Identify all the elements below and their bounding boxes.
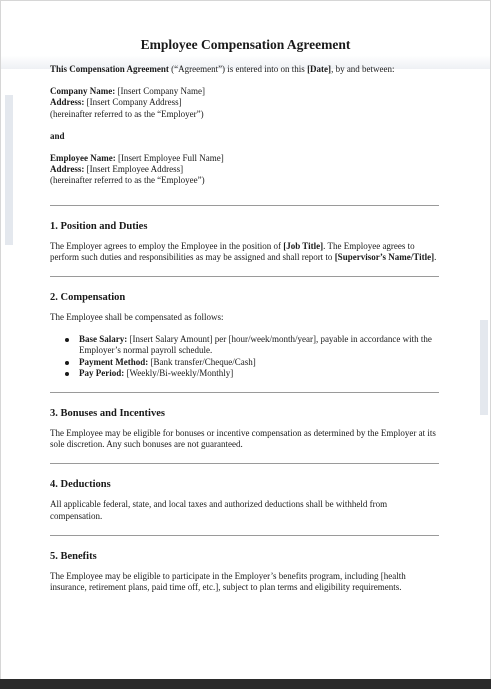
employee-address-value: [Insert Employee Address] xyxy=(84,164,184,175)
and-word: and xyxy=(50,130,65,141)
bonuses-paragraph: The Employee may be eligible for bonuses or incentive compensation as determined by the Employer at its sole discretion. Any such bonuses are not guaranteed. xyxy=(50,428,436,450)
document-title: Employee Compensation Agreement xyxy=(140,37,351,52)
intro-tail: , by and between: xyxy=(331,64,395,74)
list-item: Pay Period: [Weekly/Bi-weekly/Monthly] xyxy=(79,368,440,379)
footer-bar xyxy=(0,679,491,689)
job-title-placeholder: [Job Title] xyxy=(283,240,324,251)
intro-lead: This Compensation Agreement xyxy=(50,64,169,74)
section-title-compensation: 2. Compensation xyxy=(50,292,126,304)
right-margin-tab xyxy=(480,320,488,415)
employee-name-label: Employee Name: xyxy=(50,153,116,164)
company-name-value: [Insert Company Name] xyxy=(115,86,205,97)
employee-address-label: Address: xyxy=(50,164,85,175)
employer-block xyxy=(50,86,440,120)
left-margin-tab xyxy=(5,95,13,245)
company-name-label: Company Name: xyxy=(50,86,116,97)
compensation-intro: The Employee shall be compensated as follows: xyxy=(50,312,224,323)
employer-referred: (hereinafter referred to as the “Employer”) xyxy=(50,108,204,119)
employee-name-value: [Insert Employee Full Name] xyxy=(115,153,224,164)
section-title-deductions: 4. Deductions xyxy=(50,479,111,491)
list-item: Base Salary: [Insert Salary Amount] per [hour/week/month/year], payable in accordance with the Employer’s normal payroll schedule. xyxy=(79,334,440,356)
intro-date: [Date] xyxy=(307,64,332,74)
company-address-value: [Insert Company Address] xyxy=(84,97,182,108)
deductions-paragraph: All applicable federal, state, and local taxes and authorized deductions shall be withheld from compensation. xyxy=(50,499,388,521)
compensation-list xyxy=(50,334,440,379)
intro-text: (“Agreement”) is entered into on this xyxy=(168,64,308,74)
supervisor-placeholder: [Supervisor’s Name/Title] xyxy=(334,251,435,262)
position-paragraph: The Employer agrees to employ the Employee in the position of [Job Title]. The Employee agrees to perform such duties and responsibilities as may be assigned and shall report to [Supervisor’s Name/Title]. xyxy=(50,240,437,262)
header-band xyxy=(1,1,490,69)
company-address-label: Address: xyxy=(50,97,85,108)
section-title-position: 1. Position and Duties xyxy=(50,220,148,232)
intro-paragraph xyxy=(50,64,440,75)
benefits-paragraph: The Employee may be eligible to participate in the Employer’s benefits program, including [health insurance, retirement plans, paid time off, etc.], subject to plan terms and eligibility requirements. xyxy=(50,570,406,593)
list-item: Payment Method: [Bank transfer/Cheque/Cash] xyxy=(79,357,440,368)
section-title-bonuses: 3. Bonuses and Incentives xyxy=(50,408,165,420)
employee-block xyxy=(50,153,440,187)
document-body xyxy=(50,64,440,593)
section-title-benefits: 5. Benefits xyxy=(50,550,97,562)
employee-referred: (hereinafter referred to as the “Employee”) xyxy=(50,175,205,186)
